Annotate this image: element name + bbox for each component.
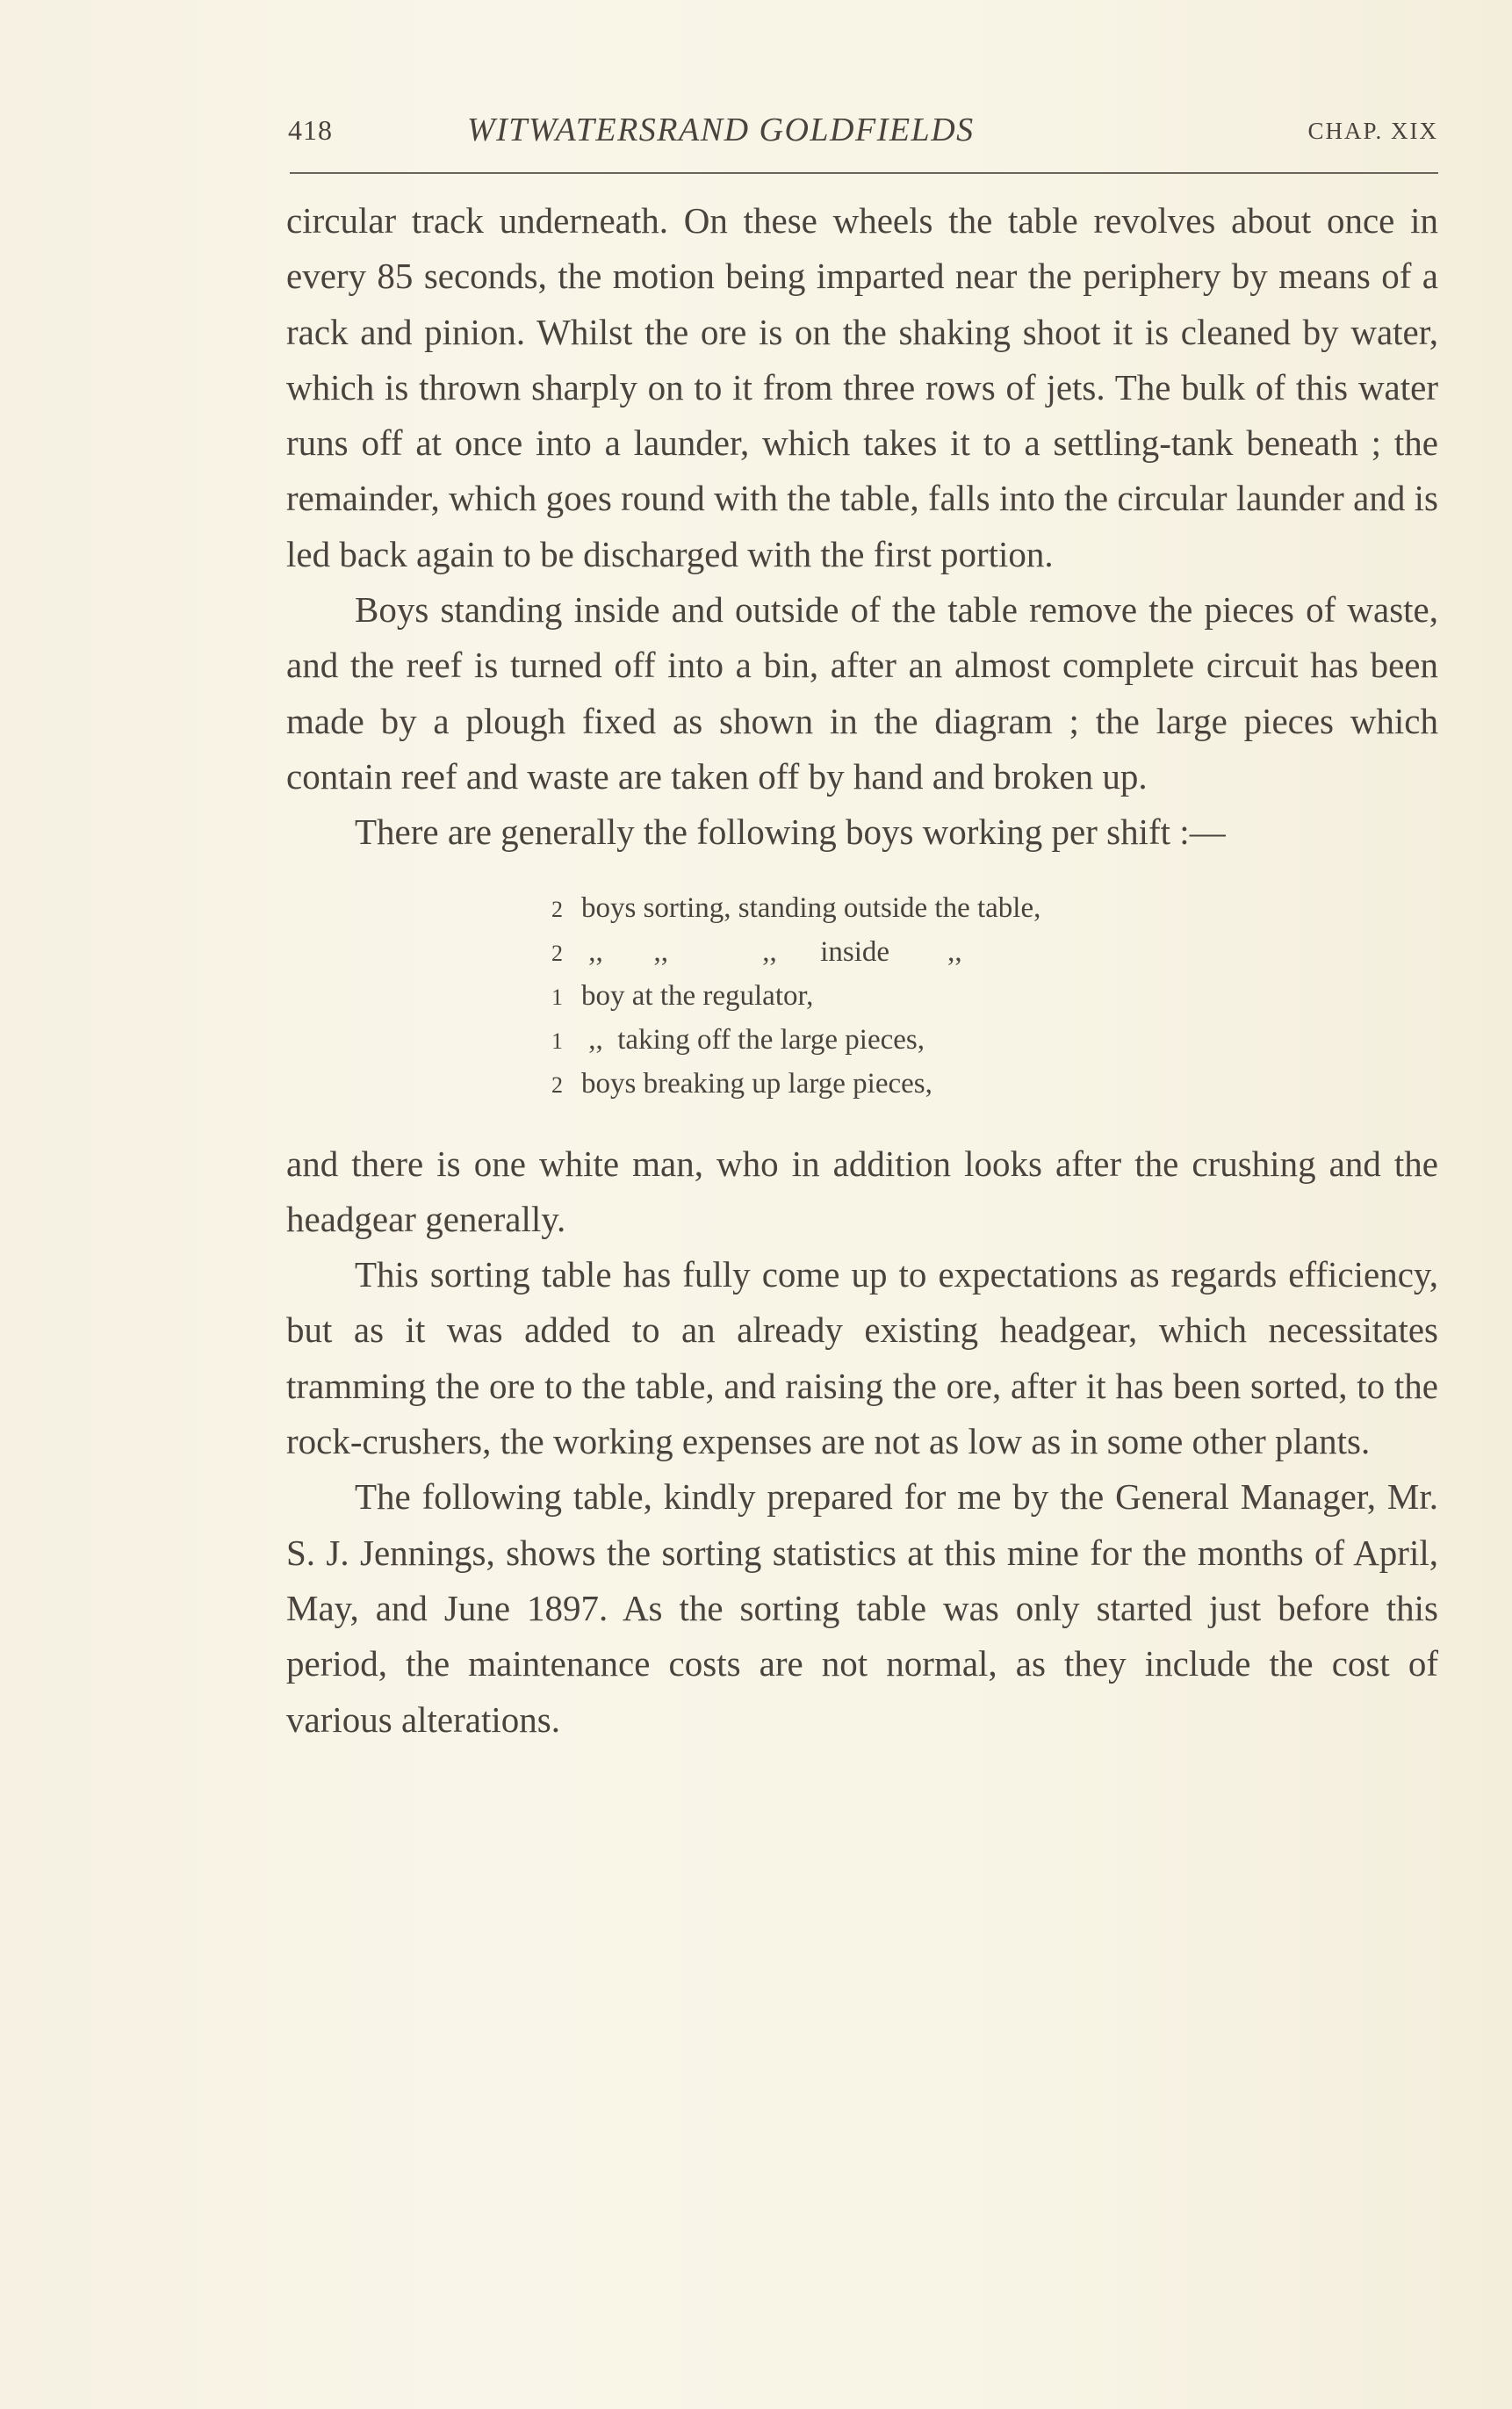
list-item-text: boys sorting, standing outside the table, [581,891,1041,924]
list-item-text: ,, taking off the large pieces, [581,1023,925,1056]
list-item-count: 2 [551,896,563,922]
book-title: WITWATERSRAND GOLDFIELDS [467,112,975,148]
paragraph: Boys standing inside and outside of the table remove the pieces of waste, and the reef is turned off into a bin, after an almost complete circuit has been made by a plough fixed as shown in the diagram ; the large pieces which contain reef and waste are taken off by hand and broken up. [286,589,1438,797]
paragraph: The following table, kindly prepared for me by the General Manager, Mr. S. J. Jennings, shows the sorting statistics at this mine for the months of April, May, and June 1897. As the sorting table was only started just before this period, the maintenance costs are not normal, as they include the cost of various alterations. [286,1476,1438,1740]
page-number: 418 [288,114,333,146]
header-rule [290,172,1438,174]
list-item-text: ,, ,, ,, inside ,, [581,935,962,968]
paragraph: and there is one white man, who in addition looks after the crushing and the headgear generally. [286,1143,1438,1239]
list-item-text: boys breaking up large pieces, [581,1067,932,1100]
body-text [286,193,1438,1748]
list-item-count: 1 [551,1028,563,1054]
list-item [551,1063,1438,1107]
running-head [286,109,1438,153]
list-item [551,931,1438,975]
list-item-count: 2 [551,1071,563,1098]
list-item [551,1019,1438,1063]
paragraph: circular track underneath. On these wheels the table revolves about once in every 85 seconds, the motion being imparted near the periphery by means of a rack and pinion. Whilst the ore is on the shaking shoot it is cleaned by water, which is thrown sharply on to it from three rows of jets. The bulk of this water runs off at once into a launder, which takes it to a settling-tank beneath ; the remainder, which goes round with the table, falls into the circular launder and is led back again to be discharged with the first portion. [286,200,1438,574]
list-item-count: 1 [551,984,563,1010]
paragraph: This sorting table has fully come up to expectations as regards efficiency, but as it was added to an already existing headgear, which necessitates tramming the ore to the table, and raising the ore, after it has been sorted, to the rock-crushers, the working expenses are not as low as in some other plants. [286,1254,1438,1462]
paragraph: There are generally the following boys working per shift :— [355,811,1226,853]
list-item [551,887,1438,931]
chapter-label: CHAP. XIX [1307,118,1438,144]
list-item [551,975,1438,1019]
list-item-text: boy at the regulator, [581,979,814,1012]
list-item-count: 2 [551,940,563,966]
shift-list [551,887,1438,1107]
